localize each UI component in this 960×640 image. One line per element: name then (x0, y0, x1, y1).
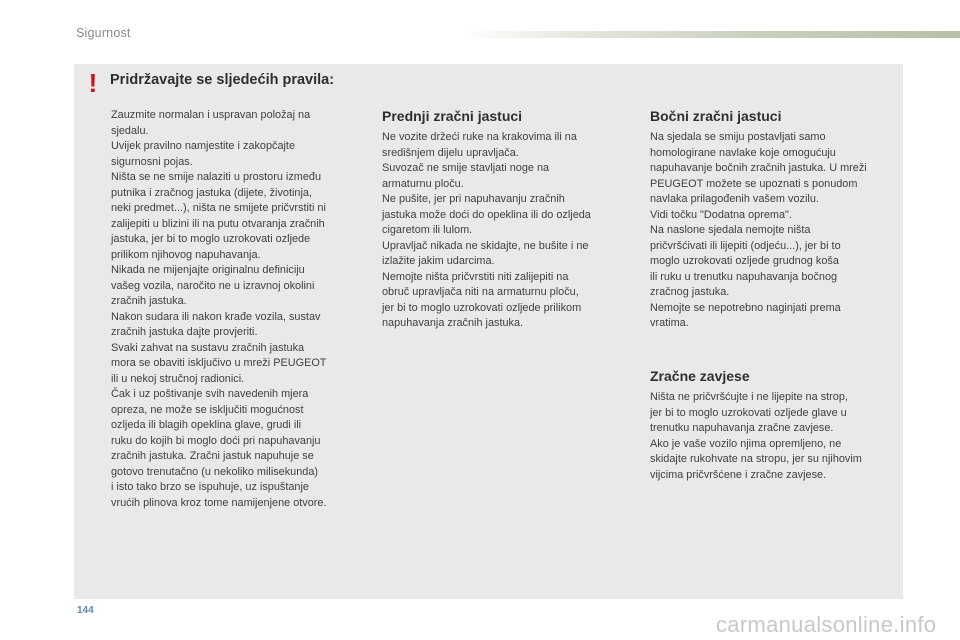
front-airbags-heading: Prednji zračni jastuci (382, 108, 523, 124)
front-airbags-text: Ne vozite držeći ruke na krakovima ili na središnjem dijelu upravljača. Suvozač ne smije stavljati noge na armaturnu ploču. Ne pušite, jer pri napuhavanju zračnih jastuka može doći do opeklina ili do ozljeda cigaretom ili lulom. Upravljač nikada ne skidajte, ne bušite i ne izlažite jakim udarcima. Nemojte ništa pričvrstiti niti zalijepiti na obruč upravljača niti na armaturnu ploču, jer bi to moglo uzrokovati ozljede prilikom napuhavanja zračnih jastuka. (382, 131, 591, 329)
watermark: carmanualsonline.info (716, 612, 937, 637)
curtain-airbags-text: Ništa ne pričvršćujte i ne lijepite na strop, jer bi to moglo uzrokovati ozljede glave u trenutku napuhavanja zračne zavjese. Ako je vaše vozilo njima opremljeno, ne skidajte rukohvate na stropu, jer su njihovim vijcima pričvršćene i zračne zavjese. (650, 391, 862, 481)
warning-icon: ! (88, 68, 98, 98)
curtain-airbags-heading: Zračne zavjese (650, 368, 750, 384)
side-airbags-text: Na sjedala se smiju postavljati samo homologirane navlake koje omogućuju napuhavanje bočnih zračnih jastuka. U mreži PEUGEOT možete se upoznati s ponudom navlaka prilagođenih vašem vozilu. Vidi točku "Dodatna oprema". Na naslone sjedala nemojte ništa pričvršćivati ili lijepiti (odjeću...), jer bi to moglo uzrokovati ozljede grudnog koša ili ruku u trenutku napuhavanja bočnog zračnog jastuka. Nemojte se nepotrebno naginjati prema vratima. (650, 131, 867, 329)
section-title: Sigurnost (76, 26, 131, 40)
general-rules-text: Zauzmite normalan i uspravan položaj na sjedalu. Uvijek pravilno namjestite i zakopčajte sigurnosni pojas. Ništa se ne smije nalaziti u prostoru između putnika i zračnog jastuka (dijete, životinja, neki predmet...), ništa ne smijete pričvrstiti ni zalijepiti u blizini ili na putu otvaranja zračnih jastuka, jer bi to moglo uzrokovati ozljede prilikom njihovog napuhavanja. Nikada ne mijenjajte originalnu definiciju vašeg vozila, naročito ne u izravnoj okolini zračnih jastuka. Nakon sudara ili nakon krađe vozila, sustav zračnih jastuka dajte provjeriti. Svaki zahvat na sustavu zračnih jastuka mora se obaviti isključivo u mreži PEUGEOT ili u nekoj stručnoj radionici. Čak i uz poštivanje svih navedenih mjera opreza, ne može se isključiti mogućnost ozljeda ili blagih opeklina glave, grudi ili ruku do kojih bi moglo doći pri napuhavanju zračnih jastuka. Zračni jastuk napuhuje se gotovo trenutačno (u nekoliko milisekunda) i isto tako brzo se ispuhuje, uz ispuštanje vrućih plinova kroz tome namijenjene otvore. (111, 109, 327, 509)
panel-title: Pridržavajte se sljedećih pravila: (110, 72, 335, 88)
header-gradient-bar (462, 31, 960, 38)
side-airbags-heading: Bočni zračni jastuci (650, 108, 782, 124)
page-number: 144 (77, 605, 94, 616)
